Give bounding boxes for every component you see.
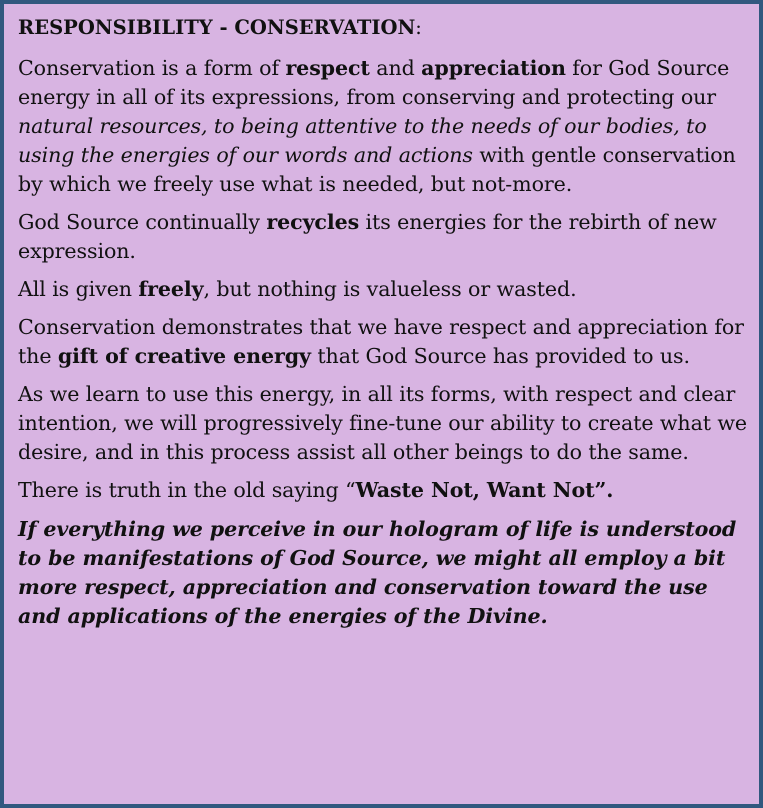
- document-title: [18, 13, 749, 42]
- bold-text: recycles: [266, 210, 360, 234]
- bold-text: respect: [285, 56, 370, 80]
- paragraph-freely: [18, 275, 749, 304]
- italic-text: natural resources, to being attentive to the needs of our bodies, to using the energies of our words and actions: [18, 114, 707, 167]
- text-run: God Source continually: [18, 210, 267, 234]
- bold-text: gift of creative energy: [57, 344, 311, 368]
- text-run: There is truth in the old saying “: [18, 478, 356, 502]
- text-run: , but nothing is valueless or wasted.: [203, 277, 577, 301]
- text-run: that God Source has provided to us.: [310, 344, 690, 368]
- title-colon: :: [415, 16, 422, 39]
- paragraph-creative-energy: [18, 313, 749, 371]
- text-run: and: [369, 56, 422, 80]
- paragraph-conservation-definition: [18, 54, 749, 199]
- bold-text: appreciation: [421, 56, 566, 80]
- title-text: RESPONSIBILITY - CONSERVATION: [18, 16, 416, 39]
- paragraph-recycles: [18, 208, 749, 266]
- text-run: Conservation is a form of: [18, 56, 286, 80]
- paragraph-old-saying: [18, 476, 749, 505]
- text-run: with gentle conservation by which we freely use what is needed, but not-more.: [18, 143, 736, 196]
- text-run: its energies for the rebirth of new expression.: [18, 210, 717, 263]
- text-run: for God Source energy in all of its expressions, from conserving and protecting our: [18, 56, 730, 109]
- text-run: All is given: [18, 277, 139, 301]
- bold-text: freely: [138, 277, 204, 301]
- paragraph-learn-energy: [18, 380, 749, 467]
- bold-text: Waste Not, Want Not”.: [355, 478, 614, 502]
- text-run: Conservation demonstrates that we have respect and appreciation for the: [18, 315, 744, 368]
- text-run: As we learn to use this energy, in all its forms, with respect and clear intention, we will progressively fine-tune our ability to create what we desire, and in this process assist all other beings to do the same.: [18, 382, 747, 464]
- closing-statement: If everything we perceive in our hologram of life is understood to be manifestations of God Source, we might all employ a bit more respect, appreciation and conservation toward the use and applications of the energies of the Divine.: [18, 517, 737, 628]
